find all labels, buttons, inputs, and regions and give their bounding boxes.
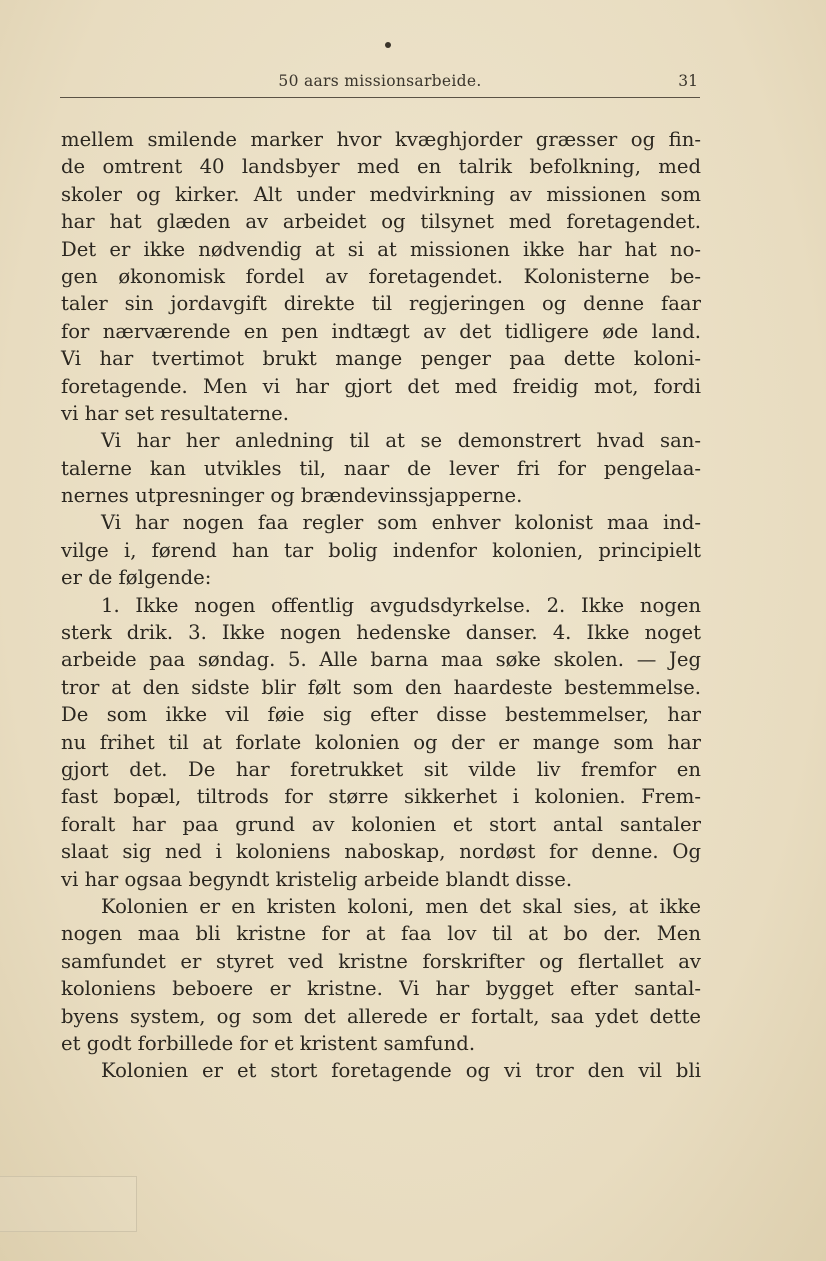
text-line: samfundet er styret ved kristne forskrifter og flertallet av (61, 949, 701, 973)
running-title: 50 aars missionsarbeide. (278, 72, 482, 90)
text-line: foretagende. Men vi har gjort det med freidig mot, fordi (61, 374, 701, 398)
text-line: vilge i, førend han tar bolig indenfor kolonien, principielt (61, 538, 701, 562)
text-line: Vi har tvertimot brukt mange penger paa dette koloni- (61, 347, 701, 371)
text-line: Vi har nogen faa regler som enhver kolonist maa ind- (101, 511, 701, 535)
text-line: vi har ogsaa begyndt kristelig arbeide blandt disse. (61, 867, 573, 891)
text-line: de omtrent 40 landsbyer med en talrik befolkning, med (61, 155, 701, 179)
text-line: tror at den sidste blir følt som den haardeste bestemmelse. (61, 675, 701, 699)
text-line: Det er ikke nødvendig at si at missionen ikke har hat no- (61, 237, 701, 261)
text-line: taler sin jordavgift direkte til regjeringen og denne faar (61, 292, 701, 316)
text-line: nogen maa bli kristne for at faa lov til at bo der. Men (61, 922, 701, 946)
text-line: vi har set resultaterne. (61, 401, 289, 425)
text-line: for nærværende en pen indtægt av det tidligere øde land. (61, 319, 701, 343)
text-line: De som ikke vil føie sig efter disse bestemmelser, har (61, 703, 701, 727)
running-header (60, 72, 700, 98)
text-line: nernes utpresninger og brændevinssjapperne. (61, 484, 523, 508)
text-line: fast bopæl, tiltrods for større sikkerhet i kolonien. Frem- (61, 785, 701, 809)
text-line: talerne kan utvikles til, naar de lever fri for pengelaa- (61, 456, 701, 480)
text-line: Vi har her anledning til at se demonstrert hvad san- (101, 429, 701, 453)
text-line: mellem smilende marker hvor kvæghjorder græsser og fin- (61, 128, 701, 151)
text-line: nu frihet til at forlate kolonien og der er mange som har (61, 730, 701, 754)
text-line: arbeide paa søndag. 5. Alle barna maa søke skolen. — Jeg (61, 648, 701, 672)
text-line: koloniens beboere er kristne. Vi har bygget efter santal- (61, 977, 701, 1001)
text-line: er de følgende: (61, 566, 212, 590)
text-line: gjort det. De har foretrukket sit vilde liv fremfor en (61, 757, 701, 781)
text-line: har hat glæden av arbeidet og tilsynet med foretagendet. (61, 210, 701, 234)
text-line: skoler og kirker. Alt under medvirkning av missionen som (61, 182, 701, 206)
library-stamp-mark (0, 1176, 137, 1232)
text-line: slaat sig ned i koloniens naboskap, nordøst for denne. Og (61, 840, 701, 864)
text-line: et godt forbillede for et kristent samfund. (61, 1031, 476, 1055)
header-rule (60, 97, 700, 98)
text-line: 1. Ikke nogen offentlig avgudsdyrkelse. 2. Ikke nogen (101, 593, 701, 617)
text-line: byens system, og som det allerede er fortalt, saa ydet dette (61, 1004, 701, 1028)
ink-dot (385, 42, 391, 48)
text-line: sterk drik. 3. Ikke nogen hedenske danser. 4. Ikke noget (61, 621, 701, 645)
body-text (61, 126, 701, 1085)
text-line: foralt har paa grund av kolonien et stort antal santaler (61, 812, 701, 836)
text-line: Kolonien er et stort foretagende og vi tror den vil bli (101, 1059, 701, 1083)
text-line: gen økonomisk fordel av foretagendet. Kolonisterne be- (61, 264, 701, 288)
text-line: Kolonien er en kristen koloni, men det skal sies, at ikke (101, 894, 701, 918)
page-number: 31 (678, 72, 698, 90)
